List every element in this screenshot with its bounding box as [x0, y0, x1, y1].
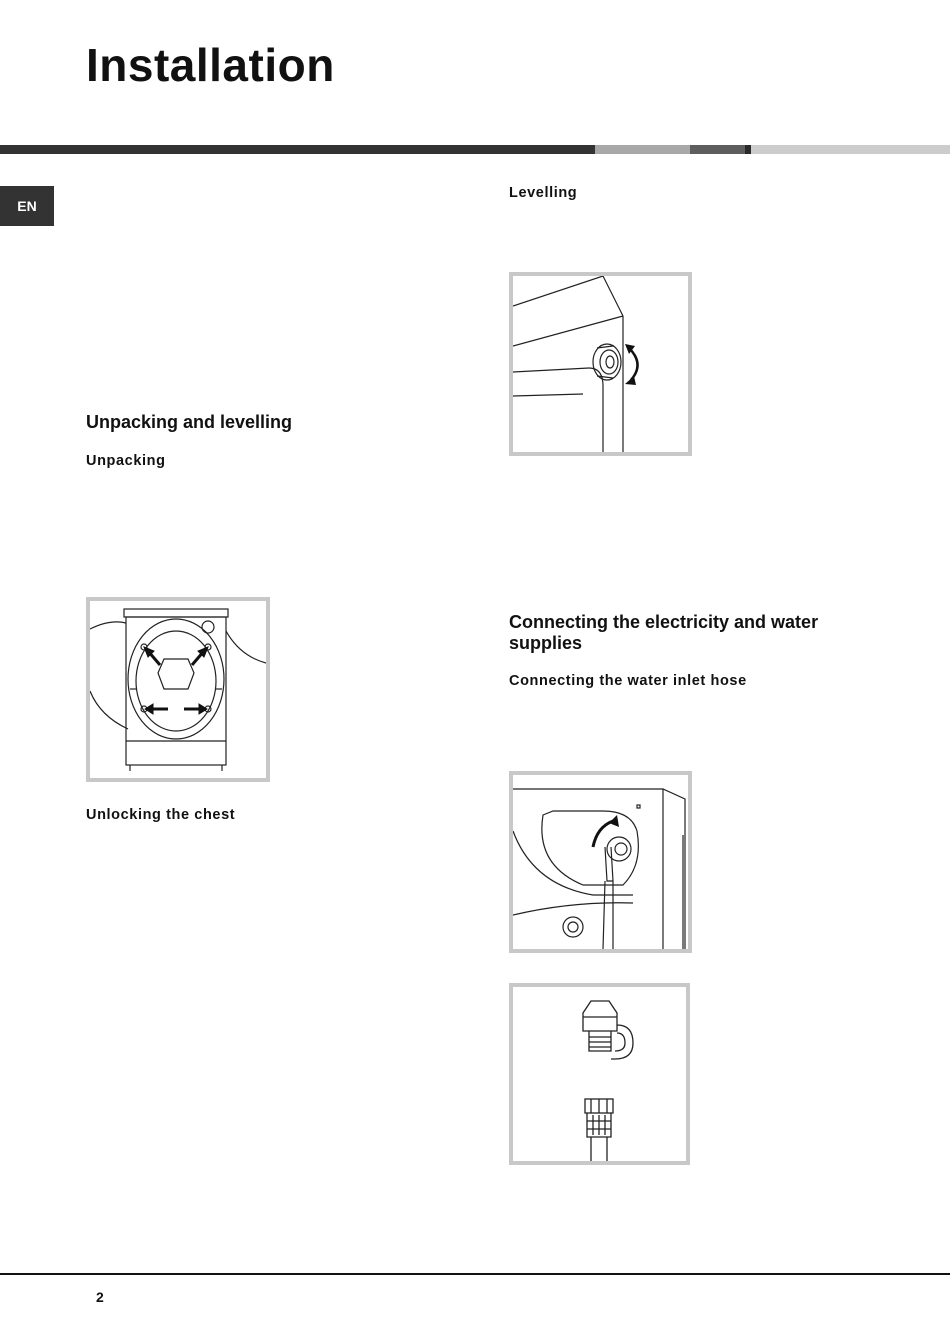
subheading-water-inlet-hose: Connecting the water inlet hose [509, 673, 747, 689]
subheading-unpacking: Unpacking [86, 453, 166, 469]
header-bar-light [751, 145, 950, 154]
header-bar-mid [595, 145, 690, 154]
footer-rule [0, 1273, 950, 1275]
language-tab: EN [0, 186, 54, 226]
page-title: Installation [86, 39, 335, 91]
header-bar-dark [0, 145, 595, 154]
levelling-foot-icon [513, 276, 688, 452]
header-bar-dark2 [690, 145, 745, 154]
heading-connecting-supplies: Connecting the electricity and water supplies [509, 612, 819, 653]
subheading-unlocking-chest: Unlocking the chest [86, 807, 236, 823]
hose-connection-icon [513, 775, 688, 949]
washing-machine-rear-icon [90, 601, 266, 778]
heading-unpacking-levelling: Unpacking and levelling [86, 412, 293, 432]
subheading-levelling: Levelling [509, 185, 578, 201]
figure-machine-rear-view [86, 597, 270, 782]
figure-levelling-foot [509, 272, 692, 456]
figure-tap-and-hose [509, 983, 690, 1165]
tap-and-hose-icon [513, 987, 686, 1161]
figure-hose-connection [509, 771, 692, 953]
page-number: 2 [96, 1289, 104, 1305]
